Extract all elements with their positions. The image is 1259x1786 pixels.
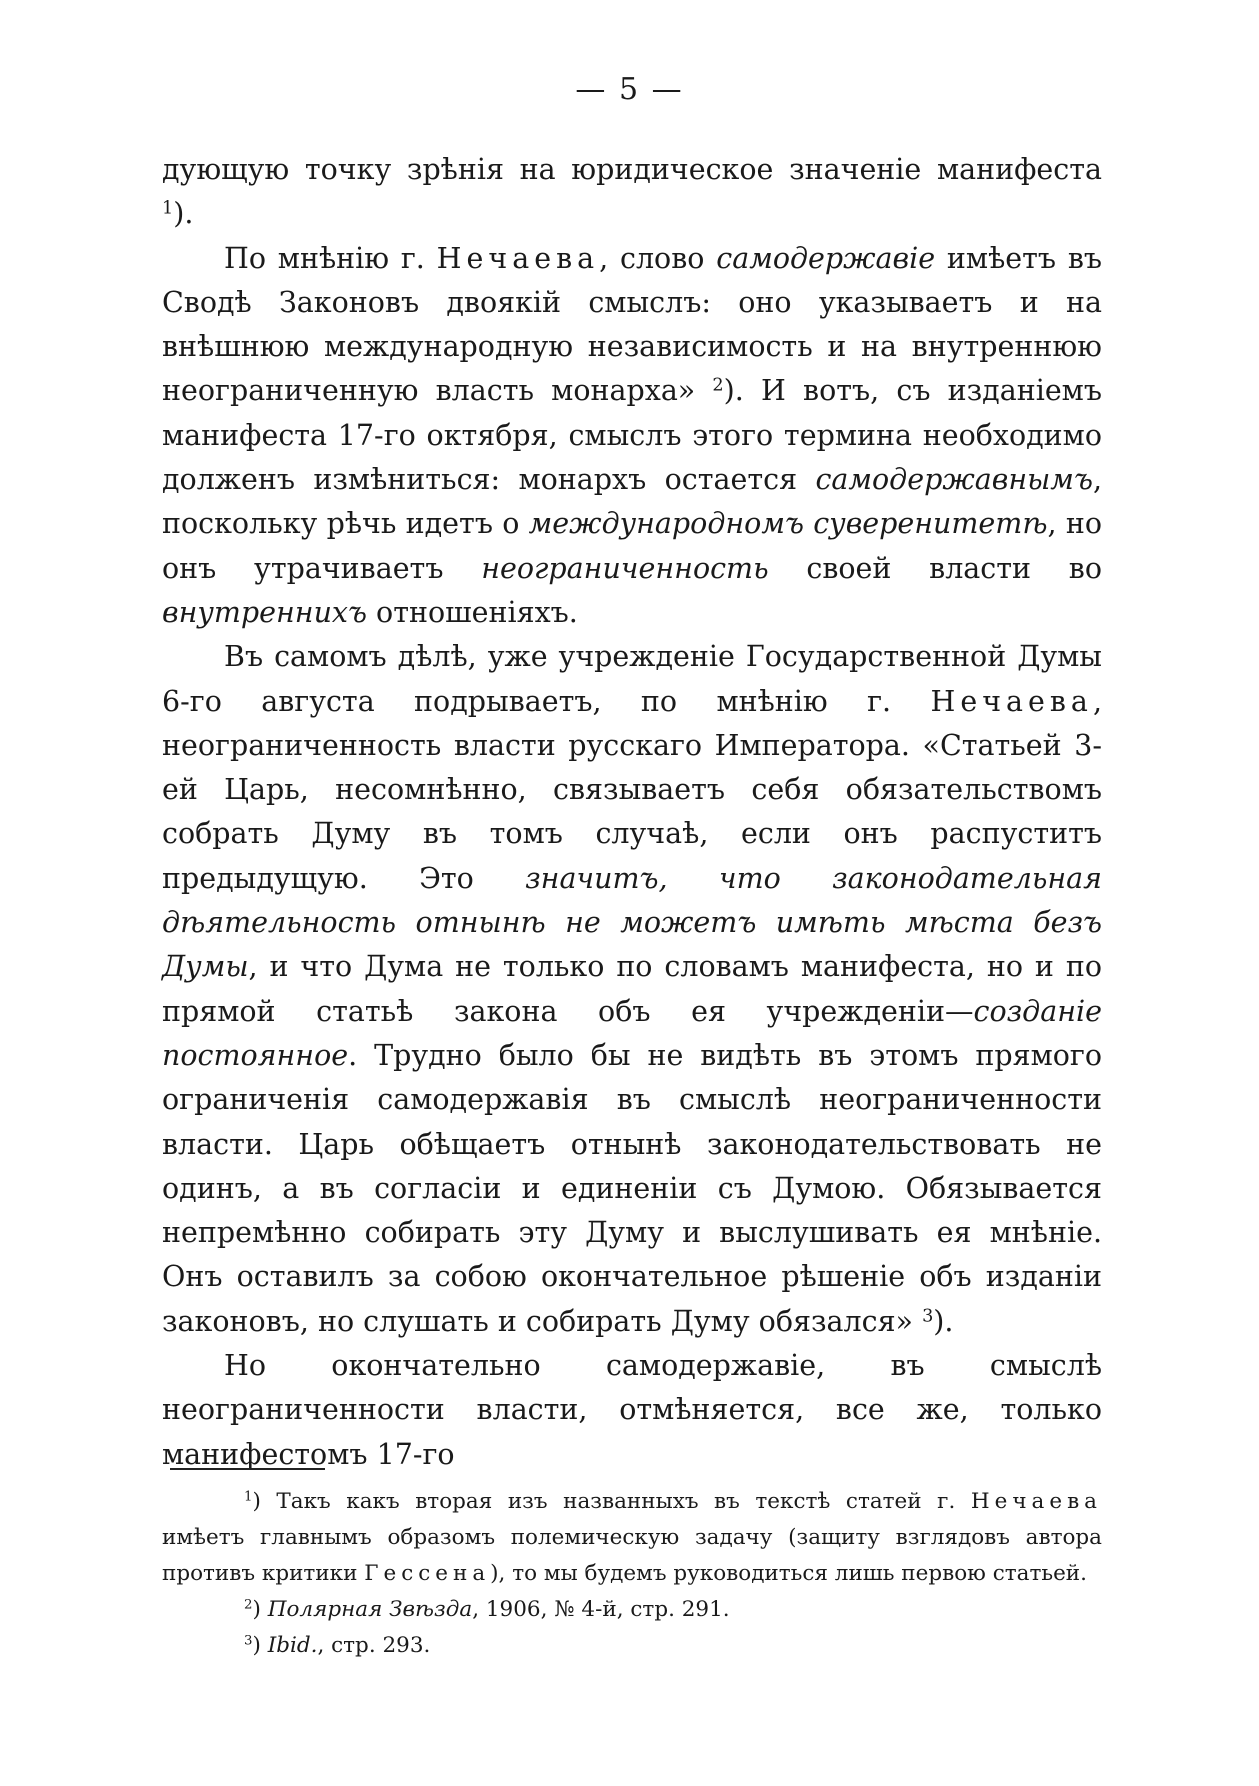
italic-citation: Ibid. — [267, 1633, 318, 1658]
italic-citation: Полярная Звѣзда — [267, 1597, 473, 1622]
italic-term: внутреннихъ — [162, 595, 367, 629]
text-run: ). — [173, 197, 194, 231]
footnote-1 — [162, 1484, 1102, 1592]
footnote-2 — [162, 1592, 1102, 1628]
footnote-marker: 1 — [244, 1489, 253, 1505]
main-text — [162, 148, 1102, 1477]
footnote-marker: 2 — [244, 1597, 253, 1613]
text-run: По мнѣнію г. — [224, 241, 437, 275]
italic-term: созданіе постоянное — [162, 994, 1102, 1072]
text-run: ). И вотъ, съ изданіемъ манифеста 17-го октября, смыслъ этого термина необходимо долженъ измѣниться: монархъ остается — [162, 374, 1102, 497]
author-name: Нечаева — [970, 1489, 1102, 1514]
text-run: ) — [252, 1633, 268, 1658]
italic-term: международномъ суверенитетѣ — [528, 507, 1048, 541]
footnote-3 — [162, 1628, 1102, 1664]
text-run: дующую точку зрѣнія на юридическое значеніе манифеста — [162, 153, 1102, 186]
text-run: ). — [933, 1304, 954, 1338]
footnote-marker: 3 — [244, 1633, 253, 1649]
author-name: Гессена — [364, 1561, 491, 1586]
italic-term: неограниченность — [481, 551, 769, 585]
paragraph-continuation — [162, 148, 1102, 237]
text-run: имѣетъ въ Сводѣ Законовъ двоякій смыслъ: оно указываетъ и на внѣшнюю международную независимость и на внутреннюю неограниченную власть монарха» — [162, 241, 1102, 408]
text-run: , 1906, № 4-й, стр. 291. — [472, 1597, 730, 1622]
author-name: Нечаева — [930, 684, 1093, 718]
footnote-ref-1: 1 — [162, 198, 174, 219]
text-run: , стр. 293. — [317, 1633, 431, 1658]
text-run: , но онъ утрачиваетъ — [162, 507, 1102, 585]
paragraph-1 — [162, 237, 1102, 636]
footnote-ref-3: 3 — [922, 1306, 934, 1327]
text-run: , слово — [599, 241, 717, 275]
author-name: Нечаева — [436, 241, 600, 275]
paragraph-2 — [162, 635, 1102, 1344]
text-run: , поскольку рѣчь идетъ о — [162, 463, 1102, 541]
italic-term: самодержавнымъ — [815, 463, 1093, 497]
text-run: Въ самомъ дѣлѣ, уже учрежденіе Государственной Думы 6-го августа подрываетъ, по мнѣнію г. — [162, 640, 1102, 718]
text-run: отношеніяхъ. — [367, 595, 578, 629]
text-run: ) Такъ какъ вторая изъ названныхъ въ текстѣ статей г. — [252, 1489, 971, 1514]
footnote-ref-2: 2 — [712, 375, 724, 396]
text-run: Но окончательно самодержавіе, въ смыслѣ неограниченности власти, отмѣняется, все же, только манифестомъ 17-го — [162, 1349, 1102, 1471]
text-run: ), то мы будемъ руководиться лишь первою статьей. — [490, 1561, 1087, 1586]
text-run: своей власти во — [768, 551, 1102, 585]
paragraph-3 — [162, 1344, 1102, 1477]
text-run: . Трудно было бы не видѣть въ этомъ прямого ограниченія самодержавія въ смыслѣ неограниченности власти. Царь обѣщаетъ отнынѣ законодательствовать не одинъ, а въ согласіи и единеніи съ Думою. Обязывается непремѣнно собирать эту Думу и выслушивать ея мнѣніе. Онъ оставилъ за собою окончательное рѣшеніе объ изданіи законовъ, но слушать и собирать Думу обязался» — [162, 1038, 1102, 1338]
text-run: , неограниченность власти русскаго Императора. «Статьей 3-ей Царь, несомнѣнно, связываетъ себя обязательствомъ собрать Думу въ томъ случаѣ, если онъ распуститъ предыдущую. Это — [162, 684, 1102, 895]
page-number: — 5 — — [575, 72, 684, 107]
footnotes — [162, 1484, 1102, 1664]
italic-quote: значитъ, что законодательная дѣятельность отнынѣ не можетъ имѣть мѣста безъ Думы — [162, 861, 1102, 984]
footnote-divider — [170, 1468, 325, 1470]
text-run: , и что Дума не только по словамъ манифеста, но и по прямой статьѣ закона объ ея учрежденіи— — [162, 950, 1102, 1028]
text-run: ) — [252, 1597, 268, 1622]
italic-term: самодержавіе — [716, 241, 936, 275]
text-run: имѣетъ главнымъ образомъ полемическую задачу (защиту взглядовъ автора противъ критики — [162, 1525, 1102, 1586]
